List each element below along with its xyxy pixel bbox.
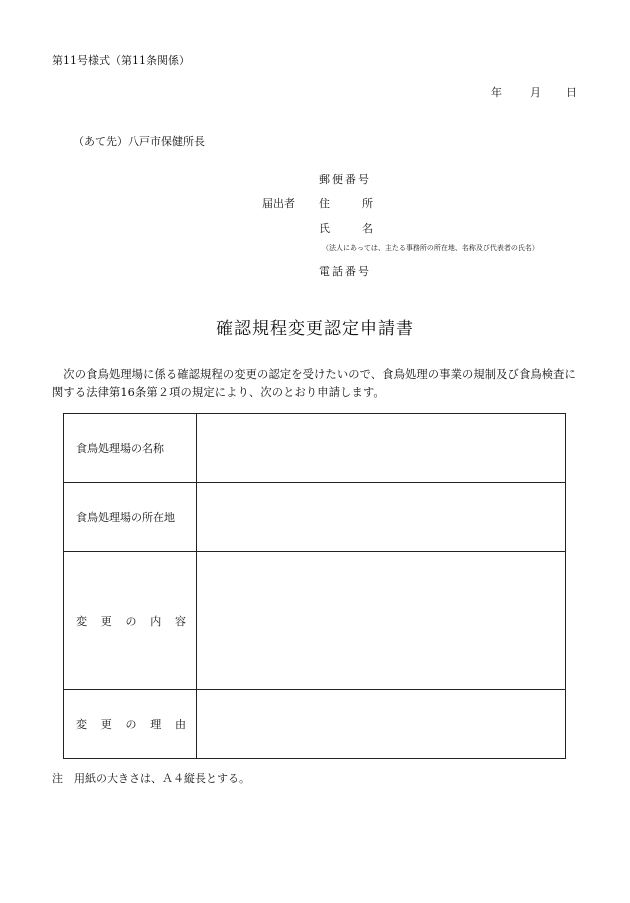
addressee: （あて先）八戸市保健所長	[73, 135, 205, 148]
label-char: 変	[76, 718, 87, 731]
document-title: 確認規程変更認定申請書	[216, 319, 414, 339]
label-char: の	[125, 718, 137, 731]
form-number: 第11号様式（第11条関係）	[52, 54, 190, 67]
facility-name-value[interactable]	[197, 414, 566, 483]
filer-label: 届出者	[262, 197, 295, 210]
change-reason-label	[64, 690, 197, 759]
label-char: 理	[150, 718, 162, 731]
date-year-label: 年	[491, 86, 502, 99]
body-text: 次の食鳥処理場に係る確認規程の変更の認定を受けたいので、食鳥処理の事業の規制及び食鳥検査に関する法律第16条第２項の規定により、次のとおり申請します。	[52, 368, 576, 399]
label-char: 内	[150, 614, 162, 628]
facility-name-label: 食鳥処理場の名称	[64, 414, 197, 483]
change-reason-value[interactable]	[197, 690, 566, 759]
change-content-value[interactable]	[197, 552, 566, 690]
change-content-label	[64, 552, 197, 690]
label-char: 変	[76, 614, 87, 628]
label-char: 容	[175, 614, 186, 628]
name-label-char: 氏	[319, 222, 330, 235]
name-label-char: 名	[362, 222, 373, 235]
phone-label: 電話番号	[319, 265, 371, 278]
label-char: 更	[100, 614, 112, 628]
facility-location-label: 食鳥処理場の所在地	[64, 483, 197, 552]
address-label-char: 所	[362, 197, 373, 210]
table-row	[64, 690, 566, 759]
address-label-char: 住	[319, 197, 330, 210]
table-row	[64, 552, 566, 690]
table-row	[64, 414, 566, 483]
application-table	[63, 413, 566, 759]
address-label	[319, 195, 373, 211]
table-row	[64, 483, 566, 552]
postal-code-label: 郵便番号	[319, 173, 371, 186]
label-char: 由	[175, 718, 186, 731]
name-note: （法人にあっては、主たる事務所の所在地、名称及び代表者の氏名）	[322, 244, 539, 252]
footnote: 注 用紙の大きさは、Ａ４縦長とする。	[52, 772, 250, 785]
date-month-label: 月	[530, 86, 541, 99]
date-day-label: 日	[566, 86, 577, 99]
name-label	[319, 220, 373, 236]
label-char: の	[125, 614, 137, 628]
label-char: 更	[100, 718, 112, 731]
facility-location-value[interactable]	[197, 483, 566, 552]
